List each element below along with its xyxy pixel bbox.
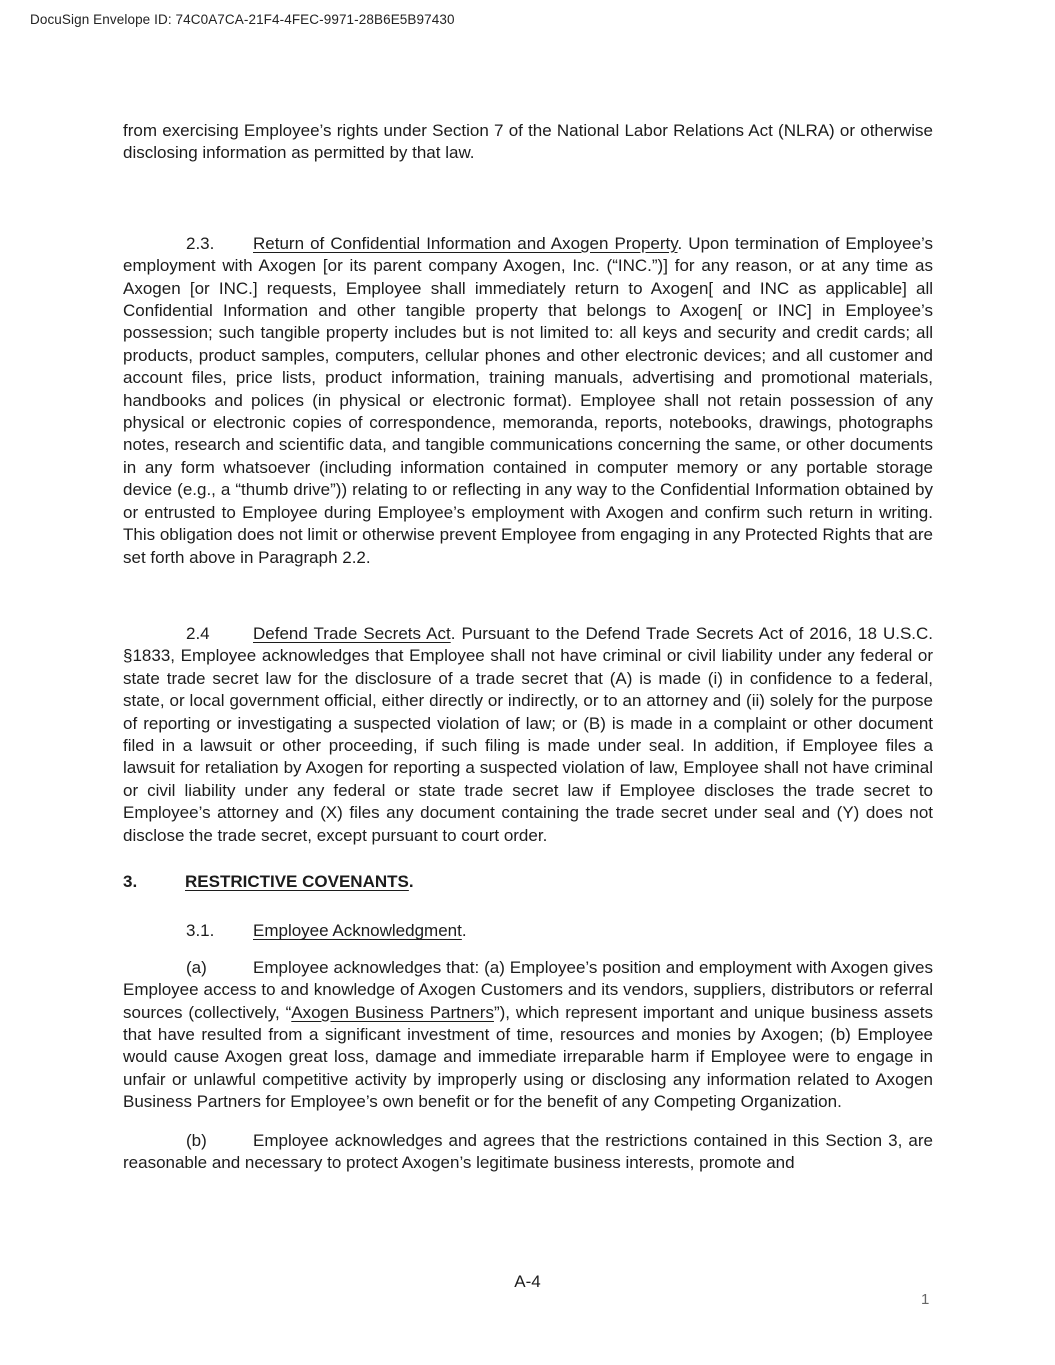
paragraph-a-label: (a) <box>186 957 207 977</box>
docusign-envelope-id: DocuSign Envelope ID: 74C0A7CA-21F4-4FEC-9971-28B6E5B97430 <box>30 12 455 27</box>
section-3-1-number: 3.1. <box>186 921 215 941</box>
section-3-1-heading: Employee Acknowledgment <box>253 921 462 941</box>
document-body <box>123 120 933 1174</box>
paragraph-b-text: Employee acknowledges and agrees that the restrictions contained in this Section 3, are reasonable and necessary to protect Axogen’s legitimate business interests, promote and <box>123 1130 933 1173</box>
paragraph-a-text-after: ”), which represent important and unique business assets that have resulted from a significant investment of time, resources and monies by Axogen; (b) Employee would cause Axogen great loss, damage and immediate irreparable harm if Employee were to engage in unfair or unlawful competitive activity by improperly using or disclosing any information related to Axogen Business Partners for Employee’s own benefit or for the benefit of any Competing Organization. <box>123 1002 933 1112</box>
section-3-heading-period: . <box>408 871 414 891</box>
page-number: 1 <box>921 1291 930 1308</box>
section-2-4-number: 2.4 <box>186 623 210 643</box>
exhibit-page-label: A-4 <box>514 1272 541 1291</box>
section-3-1-heading-period: . <box>461 921 467 941</box>
section-2-4-text: . Pursuant to the Defend Trade Secrets Act of 2016, 18 U.S.C. §1833, Employee acknowledges that Employee shall not have criminal or civil liability under any federal or state trade secret law for the disclosure of a trade secret that (A) is made (i) in confidence to a federal, state, or local government official, either directly or indirectly, or to an attorney and (ii) solely for the purpose of reporting or investigating a suspected violation of law; or (B) is made in a complaint or other document filed in a lawsuit or other proceeding, if such filing is made under seal. In addition, if Employee files a lawsuit for retaliation by Axogen for reporting a suspected violation of law, Employee shall not have criminal or civil liability under any federal or state trade secret law if Employee discloses the trade secret to Employee’s attorney and (X) files any document containing the trade secret under seal and (Y) does not disclose the trade secret, except pursuant to court order. <box>123 623 934 845</box>
intro-paragraph: from exercising Employee’s rights under Section 7 of the National Labor Relations Act (NLRA) or otherwise disclosing information as permitted by that law. <box>123 121 933 163</box>
paragraph-b-label: (b) <box>186 1130 207 1150</box>
section-2-3-paragraph <box>123 233 933 569</box>
paragraph-a-defined-term: Axogen Business Partners <box>291 1002 494 1022</box>
section-3-heading-line <box>123 871 933 893</box>
section-2-3-number: 2.3. <box>186 233 215 253</box>
paragraph-a-text-before: Employee acknowledges that: (a) Employee’s position and employment with Axogen gives Employee access to and knowledge of Axogen Customers and its vendors, suppliers, distributors or referral sources (collectively, “ <box>123 957 933 1022</box>
paragraph-a <box>123 957 933 1114</box>
section-2-4-paragraph <box>123 623 933 847</box>
section-3-heading: RESTRICTIVE COVENANTS <box>185 871 409 891</box>
section-2-3-heading: Return of Confidential Information and Axogen Property <box>253 233 678 253</box>
paragraph-b <box>123 1130 933 1175</box>
section-2-4-heading: Defend Trade Secrets Act <box>253 623 451 643</box>
section-3-1-heading-line <box>123 920 933 942</box>
section-2-3-text: . Upon termination of Employee’s employment with Axogen [or its parent company Axogen, Inc. (“INC.”)] for any reason, or at any time as Axogen [or INC.] requests, Employee shall immediately return to Axogen[ and INC as applicable] all Confidential Information and other tangible property that belongs to Axogen[ or INC] in Employee’s possession; such tangible property includes but is not limited to: all keys and security and credit cards; all products, product samples, computers, cellular phones and other electronic devices; and all customer and account files, price lists, product information, training manuals, advertising and promotional materials, handbooks and polices (in physical or electronic format). Employee shall not retain possession of any physical or electronic copies of correspondence, memoranda, reports, notebooks, drawings, photographs notes, research and scientific data, and tangible communications concerning the same, or other documents in any form whatsoever (including information contained in computer memory or any portable storage device (e.g., a “thumb drive”)) relating to or reflecting in any way to the Confidential Information obtained by or entrusted to Employee during Employee’s employment with Axogen and confirm such return in writing. This obligation does not limit or otherwise prevent Employee from engaging in any Protected Rights that are set forth above in Paragraph 2.2. <box>123 233 933 567</box>
section-3-number: 3. <box>123 871 138 891</box>
